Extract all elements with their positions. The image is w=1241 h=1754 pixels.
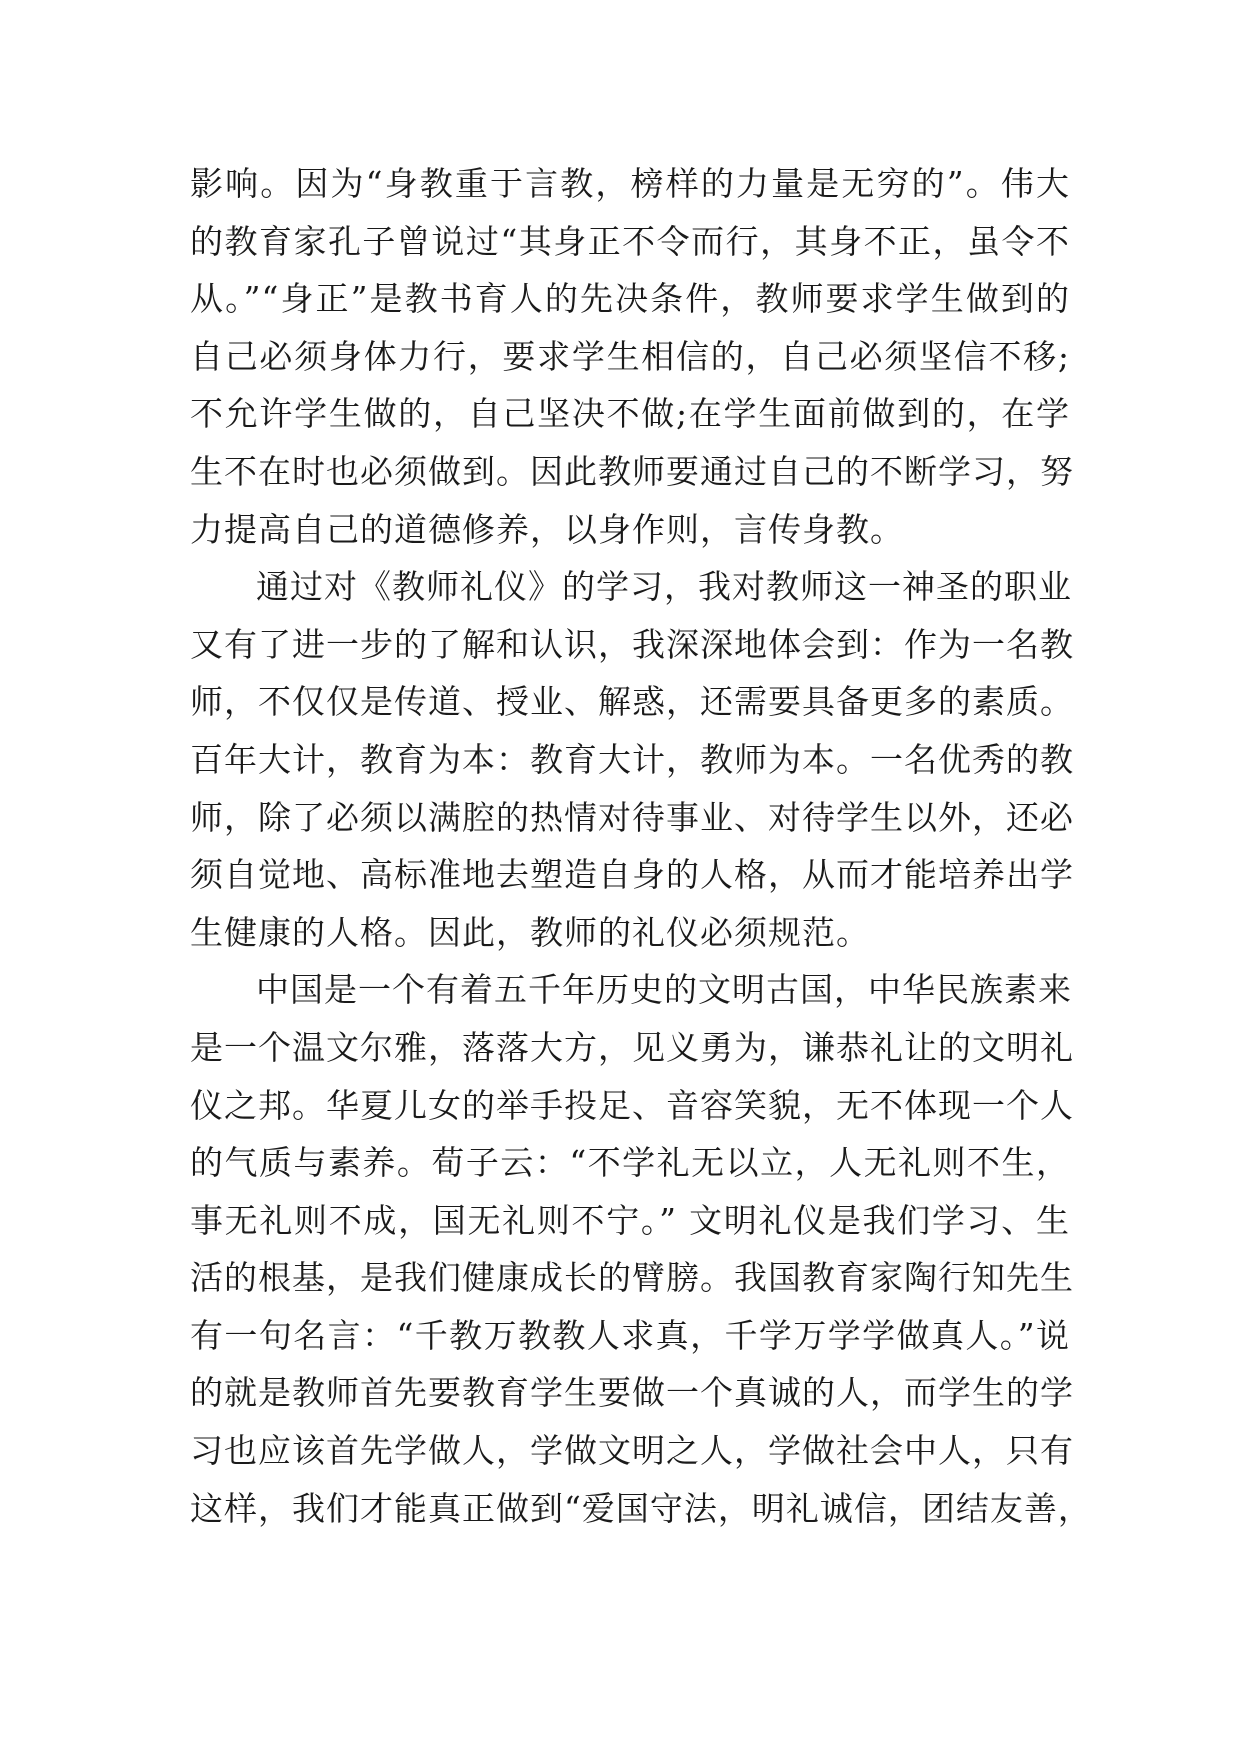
text-line: 习也应该首先学做人，学做文明之人，学做社会中人，只有 [190,1431,1074,1471]
text-line: 的就是教师首先要教育学生要做一个真诚的人，而学生的学 [190,1373,1074,1413]
text-line: 不允许学生做的，自己坚决不做;在学生面前做到的，在学 [190,394,1070,434]
text-line: 仪之邦。华夏儿女的举手投足、音容笑貌，无不体现一个人 [190,1085,1074,1125]
paragraph-first-line: 中国是一个有着五千年历史的文明古国，中华民族素来 [256,970,1072,1010]
text-line: 又有了进一步的了解和认识，我深深地体会到：作为一名教 [190,624,1074,664]
paragraph-first-line: 通过对《教师礼仪》的学习，我对教师这一神圣的职业 [256,567,1072,607]
text-line: 影响。因为“身教重于言教，榜样的力量是无穷的”。伟大 [190,164,1070,203]
text-line: 的气质与素养。荀子云：“不学礼无以立，人无礼则不生， [190,1143,1070,1183]
text-line: 是一个温文尔雅，落落大方，见义勇为，谦恭礼让的文明礼 [190,1027,1074,1067]
text-line: 自己必须身体力行，要求学生相信的，自己必须坚信不移; [190,336,1070,376]
text-line: 师，除了必须以满腔的热情对待事业、对待学生以外，还必 [190,797,1074,837]
text-line: 的教育家孔子曾说过“其身正不令而行，其身不正，虽令不 [190,221,1070,261]
text-line: 师，不仅仅是传道、授业、解惑，还需要具备更多的素质。 [190,682,1074,722]
text-line: 这样，我们才能真正做到“爱国守法，明礼诚信，团结友善， [190,1488,1092,1528]
text-line: 力提高自己的道德修养，以身作则，言传身教。 [190,509,904,549]
text-line: 从。”“身正”是教书育人的先决条件，教师要求学生做到的 [190,279,1070,319]
text-line: 生健康的人格。因此，教师的礼仪必须规范。 [190,912,870,952]
text-line: 百年大计，教育为本：教育大计，教师为本。一名优秀的教 [190,739,1074,779]
text-line: 有一句名言：“千教万教教人求真，千学万学学做真人。”说 [190,1315,1070,1355]
text-line: 须自觉地、高标准地去塑造自身的人格，从而才能培养出学 [190,855,1074,895]
text-line: 生不在时也必须做到。因此教师要通过自己的不断学习，努 [190,451,1074,491]
text-line: 活的根基，是我们健康成长的臂膀。我国教育家陶行知先生 [190,1258,1074,1298]
body-text [190,155,1092,1537]
text-line: 事无礼则不成，国无礼则不宁。” 文明礼仪是我们学习、生 [190,1200,1070,1240]
